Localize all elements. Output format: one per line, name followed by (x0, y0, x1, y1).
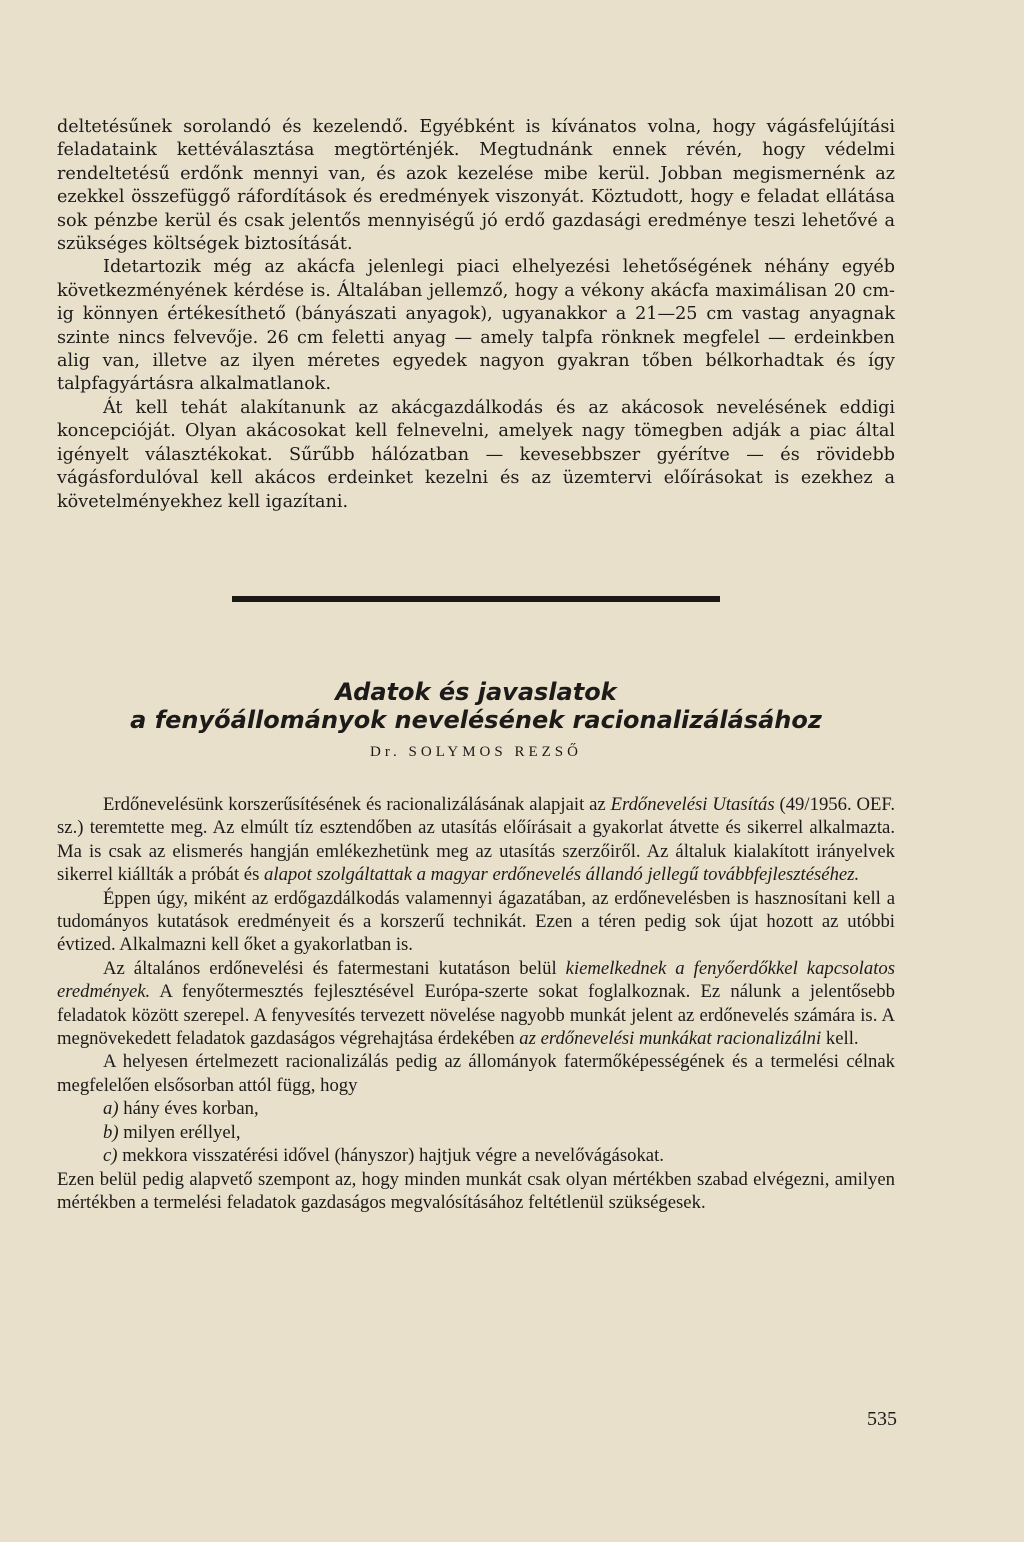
article-author: Dr. SOLYMOS REZSŐ (370, 744, 582, 760)
list-marker: c) (103, 1145, 118, 1167)
list-marker: a) (103, 1098, 119, 1120)
page-number: 535 (867, 1408, 897, 1430)
article-title-line1: Adatok és javaslatok (335, 678, 617, 706)
section-divider (232, 596, 720, 602)
list-marker: b) (103, 1121, 119, 1143)
list-text: mekkora visszatérési idővel (hányszor) hajtjuk végre a nevelővágásokat. (117, 1145, 664, 1167)
text-run: (49/1956. OEF. sz.) teremtette meg. Az elmúlt tíz esztendőben az utasítás előírásait a gyakorlat átvette és sikerrel alkalmazta. Ma is csak az elismerés hangján emlékezhetünk meg az utasítás szerzőiről. Az általuk kialakított irányelvek sikerrel kiállták a próbát és (57, 794, 895, 886)
continuation-text (57, 116, 895, 514)
paragraph: Át kell tehát alakítanunk az akácgazdálkodás és az akácosok nevelésének eddigi koncepcióját. Olyan akácosokat kell felnevelni, amelyek nagy tömegben adják a piac által igényelt választékokat. Sűrűbb hálózatban — kevesebbszer gyérítve — és rövidebb vágásfordulóval kell akácos erdeinket kezelni és az üzemtervi előírásokat is ezekhez a követelményekhez kell igazítani. (57, 397, 895, 512)
text-run: Erdőnevelésünk korszerűsítésének és racionalizálásának alapjait az (103, 794, 611, 815)
list-text: milyen eréllyel, (118, 1121, 241, 1143)
list-item (57, 1144, 895, 1167)
italic-run: alapot szolgáltattak a magyar erdőnevelés állandó jellegű továbbfejlesztéséhez. (264, 864, 860, 886)
text-run: kell. (821, 1028, 859, 1050)
italic-run: kiemelkednek a fenyőerdőkkel kapcsolatos eredmények. (57, 957, 896, 1003)
text-run: Az általános erdőnevelési és fatermestani kutatáson belül (103, 957, 566, 979)
list-text: hány éves korban, (118, 1098, 259, 1120)
italic-run: Erdőnevelési Utasítás (610, 794, 775, 815)
paragraph: A helyesen értelmezett racionalizálás pedig az állományok fatermőképességének és a termelési célnak megfelelően elsősorban attól függ, hogy (57, 1051, 895, 1096)
text-run: A fenyőtermesztés fejlesztésével Európa-szerte sokat foglalkoznak. Ez nálunk a jelentősebb feladatok között szerepel. A fenyvesítés tervezett növelése nagyobb munkát jelent az erdőnevelés számára is. A megnövekedett feladatok gazdaságos végrehajtása érdekében (57, 981, 895, 1050)
italic-run: az erdőnevelési munkákat racionalizálni (519, 1028, 822, 1050)
paragraph: Idetartozik még az akácfa jelenlegi piaci elhelyezési lehetőségének néhány egyéb következményének kérdése is. Általában jellemző, hogy a vékony akácfa maximálisan 20 cm-ig könnyen értékesíthető (bányászati anyagok), ugyanakkor a 21—25 cm vastag anyagnak szinte nincs felvevője. 26 cm feletti anyag — amely talpfa rönknek megfelel — erdeinkben alig van, illetve az ilyen méretes egyedek nagyon gyakran tőben bélkorhadtak és így talpfagyártásra alkalmatlanok. (57, 257, 895, 395)
list-item (57, 1121, 895, 1144)
paragraph (57, 957, 895, 1051)
paragraph: Ezen belül pedig alapvető szempont az, hogy minden munkát csak olyan mértékben szabad elvégezni, amilyen mértékben a termelési feladatok gazdaságos megvalósításához feltétlenül szükségesek. (57, 1168, 895, 1213)
paragraph: deltetésűnek sorolandó és kezelendő. Egyébként is kívánatos volna, hogy vágásfelújítási feladataink kettéválasztása megtörténjék. Megtudnánk ennek révén, hogy védelmi rendeltetésű erdőnk mennyi van, és azok kezelése mibe kerül. Jobban megismernénk az ezekkel összefüggő ráfordítások és eredmények viszonyát. Köztudott, hogy e feladat ellátása sok pénzbe kerül és csak jelentős mennyiségű jó erdő gazdasági eredménye teszi lehetővé a szükséges költségek biztosítását. (57, 117, 895, 255)
paragraph (57, 793, 895, 887)
article-body (57, 793, 895, 1214)
paragraph: Éppen úgy, miként az erdőgazdálkodás valamennyi ágazatában, az erdőnevelésben is hasznosítani kell a tudományos kutatások eredményeit és a korszerű technikát. Ezen a téren pedig sok újat hozott az utóbbi évtized. Alkalmazni kell őket a gyakorlatban is. (57, 887, 895, 956)
article-title-line2: a fenyőállományok nevelésének racionalizálásához (130, 706, 822, 734)
list-item (57, 1097, 895, 1120)
